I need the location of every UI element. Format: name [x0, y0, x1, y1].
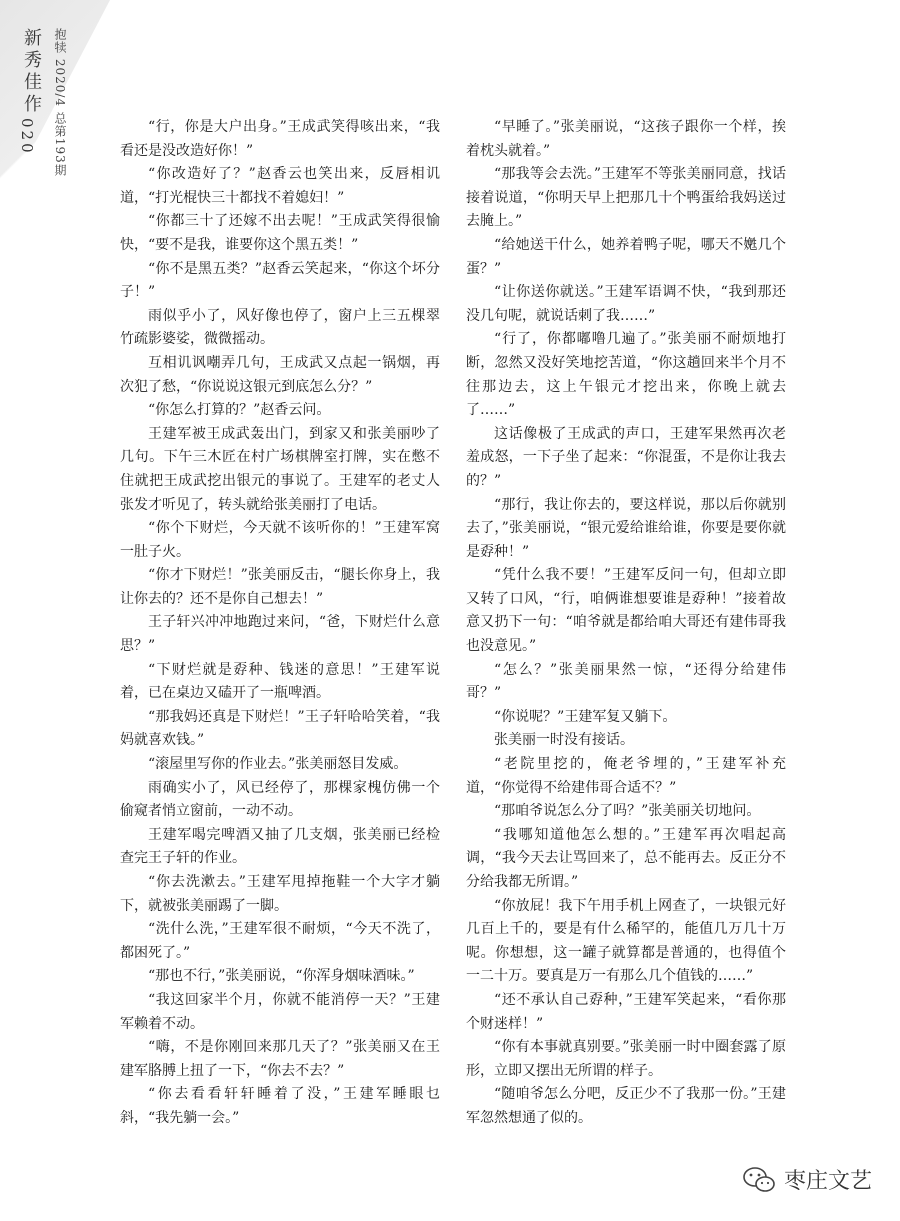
- brand-name: 枣庄文艺: [783, 1169, 872, 1194]
- paragraph: “行，你是大户出身。”王成武笑得咳出来，“我看还是没改造好你！”: [120, 119, 440, 159]
- paragraph: “那我等会去洗。”王建军不等张美丽同意，找话接着说道，“你明天早上把那几十个鸭蛋给我妈送过去腌上。”: [466, 166, 786, 230]
- paragraph: “你不是黑五类？”赵香云笑起来，“你这个坏分子！”: [120, 260, 440, 301]
- paragraph: “让你送你就送。”王建军语调不快，“我到那还没几句呢，就说话刺了我……”: [466, 284, 786, 324]
- paragraph: “你怎么打算的？”赵香云问。: [148, 402, 331, 419]
- right-column: [466, 116, 786, 1131]
- footer-brand: [742, 1164, 872, 1195]
- wechat-icon: [742, 1166, 776, 1194]
- page-number: 020: [18, 118, 36, 156]
- paragraph: 王子轩兴冲冲地跑过来问，“爸，下财烂什么意思？”: [120, 614, 440, 655]
- paragraph: “滚屋里写你的作业去。”张美丽怒目发威。: [148, 756, 408, 773]
- section-title: 新秀佳作: [21, 28, 42, 116]
- paragraph: “行了，你都嘟噜几遍了。”张美丽不耐烦地打断，忽然又没好笑地挖苦道，“你这趟回来半个月不往那边去，这上午银元才挖出来，你晚上就去了……”: [466, 331, 786, 419]
- paragraph: “你改造好了？”赵香云也笑出来，反唇相讥道，“打光棍快三十都找不着媳妇！”: [120, 166, 440, 206]
- paragraph: “给她送干什么，她养着鸭子呢，哪天不嬎几个蛋？”: [466, 236, 786, 277]
- paragraph: 互相讥讽嘲弄几句，王成武又点起一锅烟，再次犯了愁，“你说说这银元到底怎么分？”: [120, 354, 440, 395]
- paragraph: “下财烂就是孬种、钱迷的意思！”王建军说着，已在桌边又磕开了一瓶啤酒。: [120, 661, 440, 702]
- paragraph: “你去洗漱去。”王建军甩掉拖鞋一个大字才躺下，就被张美丽踢了一脚。: [120, 874, 440, 914]
- issue-info: 抱犊 2020/4 总第193期: [53, 28, 67, 177]
- paragraph: “你有本事就真别要。”张美丽一时中圈套露了原形，立即又摆出无所谓的样子。: [466, 1039, 786, 1079]
- paragraph: “我这回家半个月，你就不能消停一天？”王建军赖着不动。: [120, 991, 440, 1032]
- paragraph: “你放屁！我下午用手机上网查了，一块银元好几百上千的，要是有什么稀罕的，能值几万几十万呢。你想想，这一罐子就算都是普通的，也得值个一二十万。要真是万一有那么几个值钱的……”: [466, 897, 786, 985]
- paragraph: “那也不行，”张美丽说，“你浑身烟味酒味。”: [148, 968, 415, 985]
- paragraph: “那行，我让你去的，要这样说，那以后你就别去了，”张美丽说，“银元爱给谁给谁，你要是要你就是孬种！”: [466, 496, 786, 560]
- paragraph: “你都三十了还嫁不出去呢！”王成武笑得很愉快，“要不是我，谁要你这个黑五类！”: [120, 213, 440, 253]
- paragraph: “早睡了。”张美丽说，“这孩子跟你一个样，挨着枕头就着。”: [466, 119, 786, 159]
- paragraph: 张美丽一时没有接话。: [494, 732, 634, 749]
- paragraph: “你去看看轩轩睡着了没，”王建军睡眼乜斜，“我先躺一会。”: [120, 1086, 440, 1126]
- left-column: [120, 116, 440, 1131]
- paragraph: “还不承认自己孬种，”王建军笑起来，“看你那个财迷样！”: [466, 991, 786, 1032]
- paragraph: “嗨，不是你刚回来那几天了？”张美丽又在王建军胳膊上扭了一下，“你去不去？”: [120, 1039, 440, 1079]
- paragraph: “怎么？”张美丽果然一惊，“还得分给建伟哥？”: [466, 661, 786, 702]
- paragraph: 雨确实小了，风已经停了，那棵家槐仿佛一个偷窥者悄立窗前，一动不动。: [120, 779, 440, 820]
- paragraph: “随咱爷怎么分吧，反正少不了我那一份。”王建军忽然想通了似的。: [466, 1086, 786, 1126]
- paragraph: 王建军喝完啤酒又抽了几支烟，张美丽已经检查完王子轩的作业。: [120, 826, 440, 867]
- paragraph: “那咱爷说怎么分了吗？”张美丽关切地问。: [494, 803, 761, 820]
- paragraph: “那我妈还真是下财烂！”王子轩哈哈笑着，“我妈就喜欢钱。”: [120, 708, 440, 749]
- paragraph: “你个下财烂，今天就不该听你的！”王建军窝一肚子火。: [120, 520, 440, 560]
- paragraph: “凭什么我不要！”王建军反问一句，但却立即又转了口风，“行，咱俩谁想要谁是孬种！”接着故意又扔下一句：“咱爷就是都给咱大哥还有建伟哥我也没意见。”: [466, 567, 786, 655]
- paragraph: “我哪知道他怎么想的。”王建军再次唱起高调，“我今天去让骂回来了，总不能再去。反正分不分给我都无所谓。”: [466, 826, 786, 890]
- paragraph: 王建军被王成武轰出门，到家又和张美丽吵了几句。下午三木匠在村广场棋牌室打牌，实在憋不住就把王成武挖出银元的事说了。王建军的老丈人张发才听见了，转头就给张美丽打了电话。: [120, 425, 440, 513]
- paragraph: 这话像极了王成武的声口，王建军果然再次老羞成怒，一下子坐了起来：“你混蛋，不是你让我去的？”: [466, 425, 786, 489]
- paragraph: “洗什么洗，”王建军很不耐烦，“今天不洗了，都困死了。”: [120, 921, 440, 961]
- paragraph: “你才下财烂！”张美丽反击，“腿长你身上，我让你去的？还不是你自己想去！”: [120, 567, 440, 607]
- paragraph: “你说呢？”王建军复又躺下。: [494, 708, 677, 725]
- paragraph: 雨似乎小了，风好像也停了，窗户上三五棵翠竹疏影婆娑，微微摇动。: [120, 307, 440, 348]
- paragraph: “老院里挖的，俺老爷埋的，”王建军补充道，“你觉得不给建伟哥合适不？”: [466, 756, 786, 796]
